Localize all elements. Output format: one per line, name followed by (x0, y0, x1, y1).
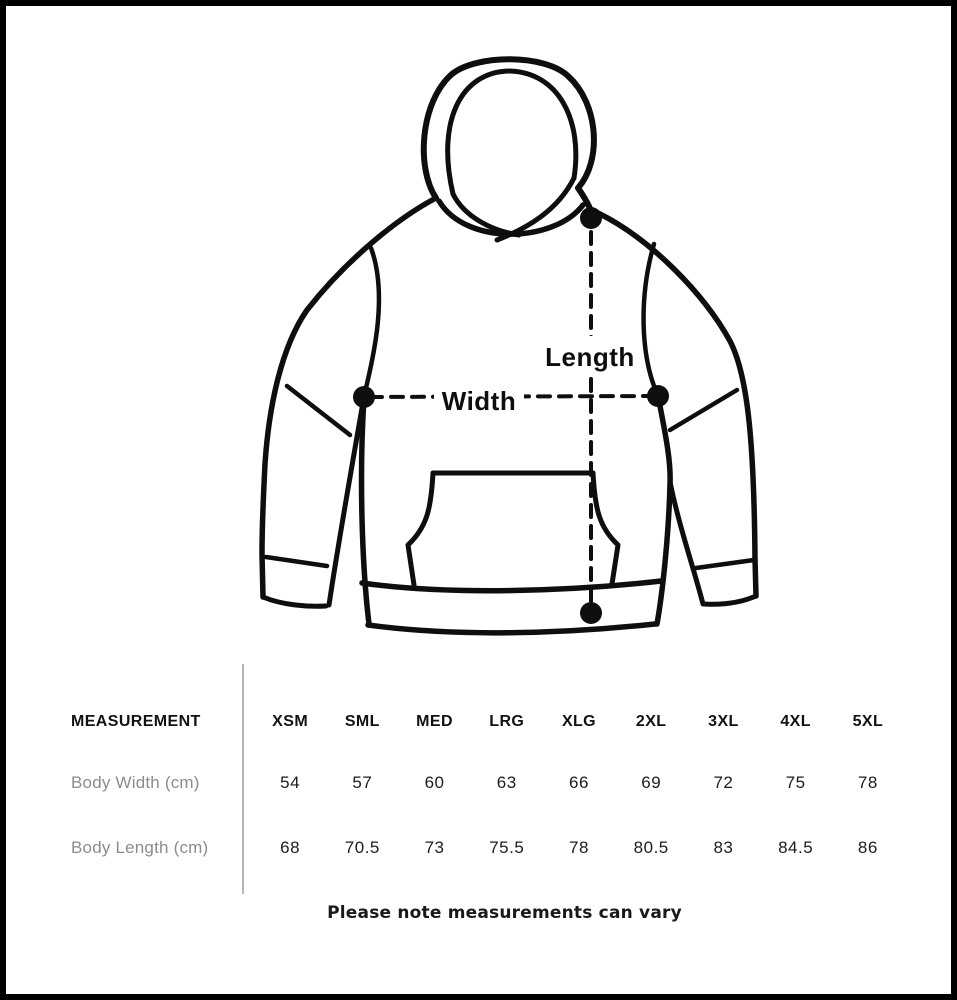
body-length-3xl: 83 (713, 838, 734, 857)
col-header-5xl: 5XL (852, 713, 884, 730)
col-header-xlg: XLG (561, 713, 597, 730)
neck-dot (580, 207, 602, 229)
body-width-2xl: 69 (641, 773, 662, 792)
body-length-xlg: 78 (569, 838, 589, 857)
col-header-3xl: 3XL (708, 713, 739, 730)
table-row-body-width (6, 763, 951, 803)
table-row-body-length (6, 828, 951, 868)
col-header-xsm: XSM (272, 713, 309, 730)
width-label: Width (441, 386, 517, 416)
body-width-4xl: 75 (785, 773, 806, 792)
body-width-3xl: 72 (713, 773, 734, 792)
col-header-lrg: LRG (489, 713, 525, 730)
body-width-lrg: 63 (496, 773, 517, 792)
length-label: Length (545, 342, 635, 372)
body-length-med: 73 (424, 838, 445, 857)
measurement-disclaimer: Please note measurements can vary (327, 903, 682, 923)
body-length-xsm: 68 (280, 838, 301, 857)
body-width-5xl: 78 (857, 773, 878, 792)
body-length-lrg: 75.5 (489, 838, 525, 857)
hem-dot (580, 602, 602, 624)
table-header-row (6, 702, 951, 742)
body-width-xsm: 54 (280, 773, 301, 792)
col-header-2xl: 2XL (635, 713, 667, 730)
hoodie-outline (262, 59, 756, 633)
col-header-sml: SML (344, 713, 380, 730)
body-length-4xl: 84.5 (778, 838, 814, 857)
row-label-body-width: Body Width (cm) (71, 773, 200, 792)
body-length-5xl: 86 (857, 838, 878, 857)
body-width-sml: 57 (352, 773, 373, 792)
right-armpit-dot (647, 385, 669, 407)
col-header-4xl: 4XL (780, 713, 811, 730)
hoodie-diagram (6, 6, 957, 661)
col-header-med: MED (416, 713, 453, 730)
left-armpit-dot (353, 386, 375, 408)
body-length-sml: 70.5 (344, 838, 380, 857)
body-width-xlg: 66 (569, 773, 589, 792)
measurement-header: MEASUREMENT (71, 713, 201, 730)
row-label-body-length: Body Length (cm) (71, 838, 209, 857)
body-length-2xl: 80.5 (633, 838, 669, 857)
body-width-med: 60 (424, 773, 445, 792)
measurement-lines (370, 232, 652, 606)
